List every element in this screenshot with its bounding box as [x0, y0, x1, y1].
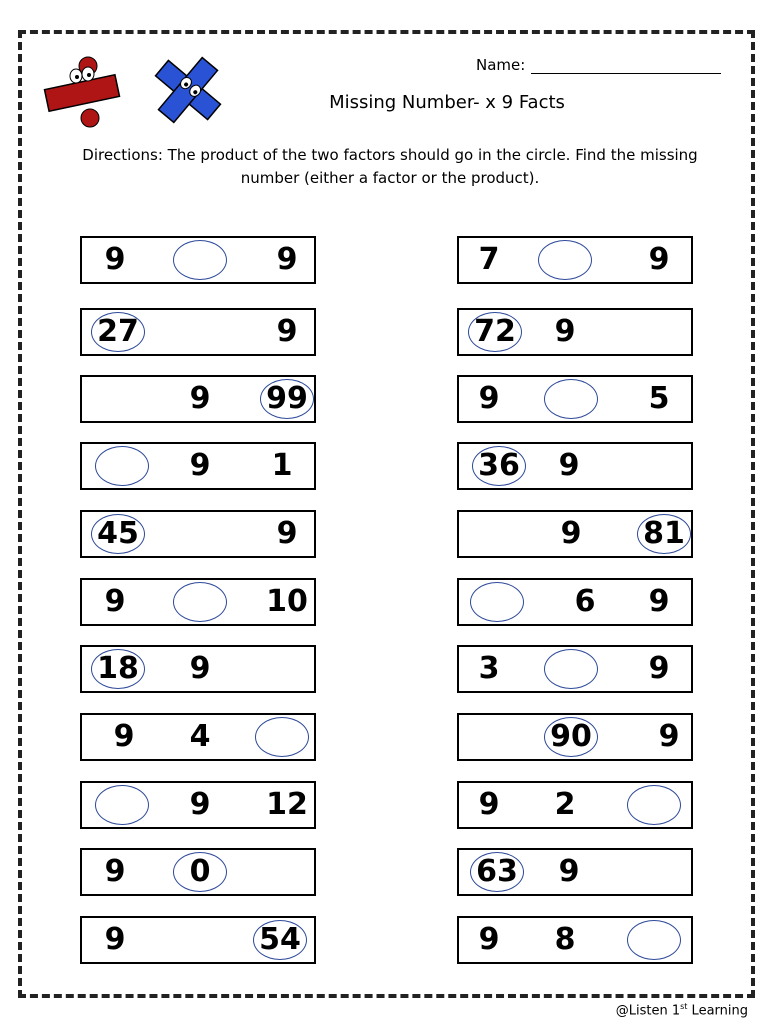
name-label: Name: — [476, 56, 526, 74]
problem-box — [80, 781, 316, 829]
problem-box — [80, 442, 316, 490]
factor-number: 9 — [478, 922, 500, 957]
problem-box — [457, 375, 693, 423]
problem-box — [457, 578, 693, 626]
problem-box — [80, 713, 316, 761]
product-circle — [253, 920, 307, 960]
product-number: 90 — [550, 719, 592, 754]
product-number: 63 — [476, 854, 518, 889]
product-number: 72 — [474, 314, 516, 349]
problem-box — [457, 916, 693, 964]
problem-box — [80, 510, 316, 558]
product-circle — [544, 717, 598, 757]
factor-number: 8 — [554, 922, 576, 957]
problem-box — [457, 645, 693, 693]
name-field[interactable] — [476, 56, 721, 74]
footer-brand-sup: st — [680, 1002, 688, 1011]
directions: Directions: The product of the two factors should go in the circle. Find the missing number (either a factor or the product). — [82, 146, 698, 187]
factor-number: 9 — [189, 787, 211, 822]
factor-number: 9 — [558, 854, 580, 889]
product-circle[interactable] — [255, 717, 309, 757]
product-number: 27 — [97, 314, 139, 349]
factor-number: 9 — [478, 787, 500, 822]
factor-number: 1 — [271, 448, 293, 483]
factor-number: 9 — [113, 719, 135, 754]
product-number: 18 — [97, 651, 139, 686]
factor-number: 9 — [648, 651, 670, 686]
problem-box — [457, 848, 693, 896]
product-circle[interactable] — [173, 240, 227, 280]
product-circle[interactable] — [627, 785, 681, 825]
name-blank[interactable] — [531, 59, 721, 74]
product-circle[interactable] — [538, 240, 592, 280]
product-circle[interactable] — [470, 582, 524, 622]
factor-number: 9 — [189, 448, 211, 483]
factor-number: 9 — [104, 922, 126, 957]
product-circle — [468, 312, 522, 352]
factor-number: 9 — [658, 719, 680, 754]
product-circle[interactable] — [627, 920, 681, 960]
product-number: 81 — [643, 516, 685, 551]
factor-number: 9 — [189, 651, 211, 686]
factor-number: 9 — [560, 516, 582, 551]
problem-box — [457, 510, 693, 558]
product-circle — [637, 514, 691, 554]
product-circle — [173, 852, 227, 892]
problem-box — [80, 848, 316, 896]
product-circle[interactable] — [173, 582, 227, 622]
problem-box — [80, 916, 316, 964]
product-number: 54 — [259, 922, 301, 957]
factor-number: 6 — [574, 584, 596, 619]
problem-box — [80, 236, 316, 284]
problem-box — [80, 645, 316, 693]
product-circle[interactable] — [544, 379, 598, 419]
footer-brand-tail: Learning — [687, 1003, 748, 1019]
factor-number: 10 — [266, 584, 308, 619]
worksheet-title — [0, 92, 784, 113]
product-circle[interactable] — [95, 446, 149, 486]
product-number: 99 — [266, 381, 308, 416]
product-circle[interactable] — [544, 649, 598, 689]
factor-number: 7 — [478, 242, 500, 277]
factor-number: 9 — [276, 242, 298, 277]
product-circle — [472, 446, 526, 486]
factor-number: 9 — [276, 516, 298, 551]
factor-number: 12 — [266, 787, 308, 822]
factor-number: 9 — [554, 314, 576, 349]
footer-credit — [616, 1002, 748, 1018]
factor-number: 9 — [104, 584, 126, 619]
problem-box — [457, 236, 693, 284]
problem-box — [80, 375, 316, 423]
factor-number: 5 — [648, 381, 670, 416]
problem-box — [457, 442, 693, 490]
factor-number: 9 — [558, 448, 580, 483]
product-circle — [260, 379, 314, 419]
problem-box — [80, 308, 316, 356]
footer-brand: @Listen 1 — [615, 1003, 681, 1019]
factor-number: 9 — [276, 314, 298, 349]
factor-number: 9 — [648, 242, 670, 277]
factor-number: 9 — [648, 584, 670, 619]
problem-box — [457, 308, 693, 356]
product-number: 45 — [97, 516, 139, 551]
product-circle[interactable] — [95, 785, 149, 825]
problem-box — [457, 713, 693, 761]
product-circle — [91, 312, 145, 352]
title-text: Missing Number- x 9 Facts — [329, 92, 565, 113]
factor-number: 9 — [478, 381, 500, 416]
factor-number: 3 — [478, 651, 500, 686]
problem-box — [457, 781, 693, 829]
product-circle — [91, 514, 145, 554]
factor-number: 9 — [189, 381, 211, 416]
factor-number: 2 — [554, 787, 576, 822]
product-number: 36 — [478, 448, 520, 483]
product-circle — [91, 649, 145, 689]
factor-number: 4 — [189, 719, 211, 754]
factor-number: 9 — [104, 242, 126, 277]
factor-number: 9 — [104, 854, 126, 889]
problem-box — [80, 578, 316, 626]
product-number: 0 — [189, 854, 211, 889]
product-circle — [470, 852, 524, 892]
